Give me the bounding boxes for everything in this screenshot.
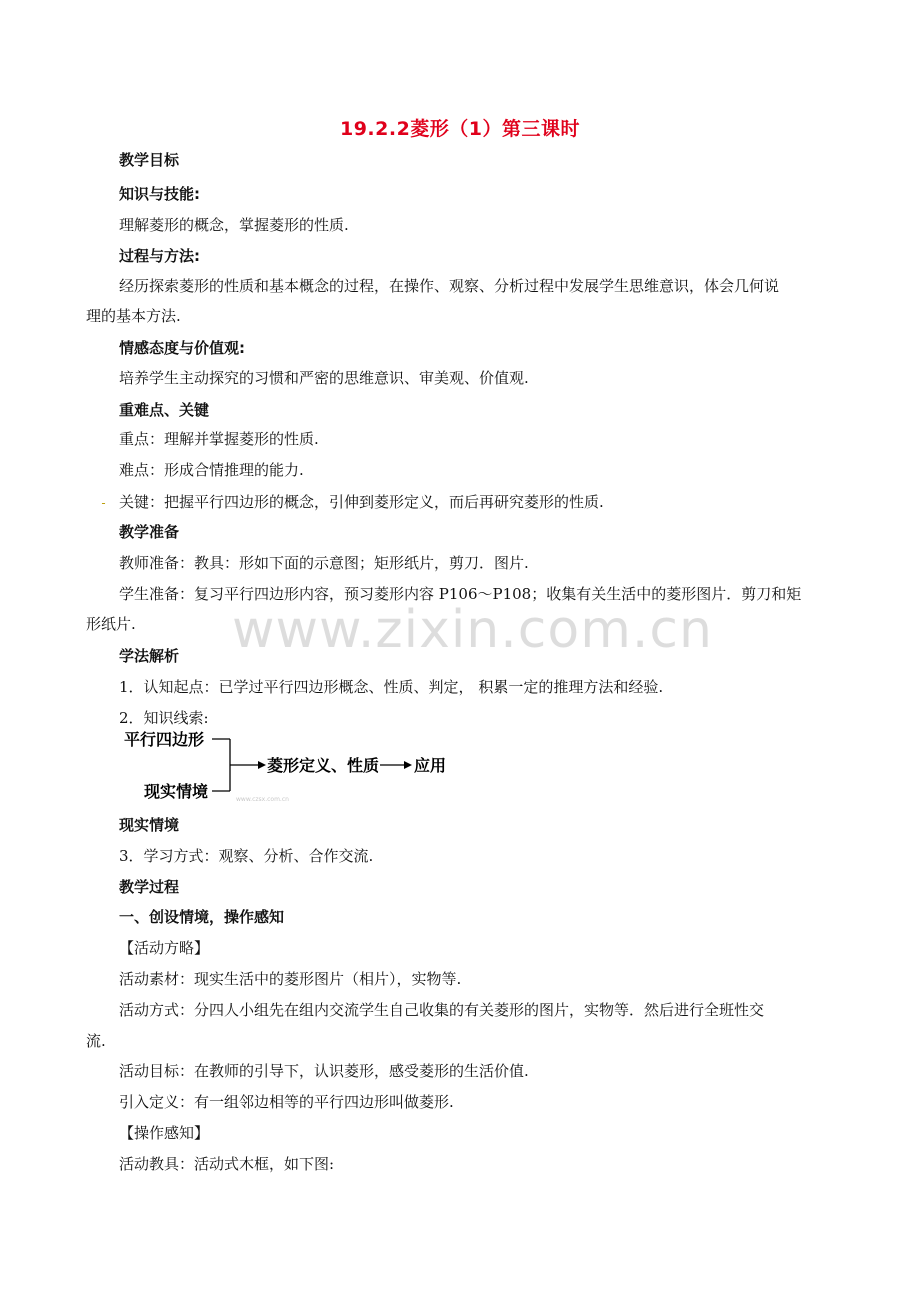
- heading-activity-strategy: 【活动方略】: [119, 939, 210, 957]
- heading-teaching-process: 教学过程: [119, 878, 180, 896]
- heading-operation-perception: 【操作感知】: [119, 1124, 210, 1142]
- paragraph-knowledge: 理解菱形的概念，掌握菱形的性质.: [119, 216, 349, 234]
- paragraph-activity-goal: 活动目标：在教师的引导下，认识菱形，感受菱形的生活价值.: [119, 1062, 529, 1080]
- heading-process-method: 过程与方法:: [119, 247, 200, 265]
- diagram-arrow-1-head: [258, 761, 266, 769]
- diagram-application-label: 应用: [414, 756, 447, 775]
- heading-section-one: 一、创设情境，操作感知: [119, 908, 285, 926]
- paragraph-learning-style: 3．学习方式：观察、分析、合作交流.: [119, 847, 374, 865]
- heading-knowledge-skills: 知识与技能:: [119, 185, 200, 203]
- diagram-arrow-2-head: [404, 761, 412, 769]
- paragraph-difficulty: 难点：形成合情推理的能力.: [119, 461, 304, 479]
- paragraph-activity-method-line1: 活动方式：分四人小组先在组内交流学生自己收集的有关菱形的图片，实物等．然后进行全班性交: [119, 1001, 765, 1019]
- paragraph-cognitive-start: 1．认知起点：已学过平行四边形概念、性质、判定， 积累一定的推理方法和经验.: [119, 678, 664, 696]
- paragraph-key: 关键：把握平行四边形的概念，引伸到菱形定义，而后再研究菱形的性质.: [119, 493, 604, 511]
- paragraph-emotion: 培养学生主动探究的习惯和严密的思维意识、审美观、价值观.: [119, 369, 529, 387]
- heading-key-points: 重难点、关键: [119, 401, 210, 419]
- paragraph-knowledge-clue: 2．知识线索:: [119, 709, 209, 727]
- paragraph-student-prep-line1: 学生准备：复习平行四边形内容，预习菱形内容 P106～P108；收集有关生活中的菱形图片．剪刀和矩: [119, 585, 802, 603]
- heading-teaching-goals: 教学目标: [119, 151, 180, 169]
- paragraph-activity-method-line2: 流.: [86, 1032, 106, 1050]
- heading-emotion-values: 情感态度与价值观:: [119, 339, 245, 357]
- paragraph-activity-material: 活动素材：现实生活中的菱形图片（相片），实物等.: [119, 970, 462, 988]
- paragraph-definition: 引入定义：有一组邻边相等的平行四边形叫做菱形.: [119, 1093, 454, 1111]
- diagram-rhombus-label: 菱形定义、性质: [267, 756, 380, 775]
- paragraph-key-point: 重点：理解并掌握菱形的性质.: [119, 430, 319, 448]
- diagram-small-watermark: www.czsx.com.cn: [236, 796, 289, 803]
- paragraph-student-prep-line2: 形纸片.: [86, 615, 136, 633]
- heading-learning-analysis: 学法解析: [119, 647, 180, 665]
- diagram-parallelogram-label: 平行四边形: [124, 730, 205, 749]
- paragraph-teacher-prep: 教师准备：教具：形如下面的示意图；矩形纸片，剪刀．图片.: [119, 554, 529, 572]
- knowledge-clue-diagram: [118, 727, 458, 805]
- watermark: www.zixin.com.cn: [232, 600, 713, 660]
- page-title: 19.2.2菱形（1）第三课时: [339, 118, 581, 140]
- heading-preparation: 教学准备: [119, 523, 180, 541]
- stray-mark: ˍ: [101, 494, 106, 505]
- diagram-reality-label: 现实情境: [144, 782, 209, 801]
- paragraph-process-line2: 理的基本方法.: [86, 307, 181, 325]
- heading-reality: 现实情境: [119, 816, 180, 834]
- paragraph-activity-tools: 活动教具：活动式木框，如下图:: [119, 1155, 335, 1173]
- paragraph-process-line1: 经历探索菱形的性质和基本概念的过程，在操作、观察、分析过程中发展学生思维意识，体会几何说: [119, 277, 780, 295]
